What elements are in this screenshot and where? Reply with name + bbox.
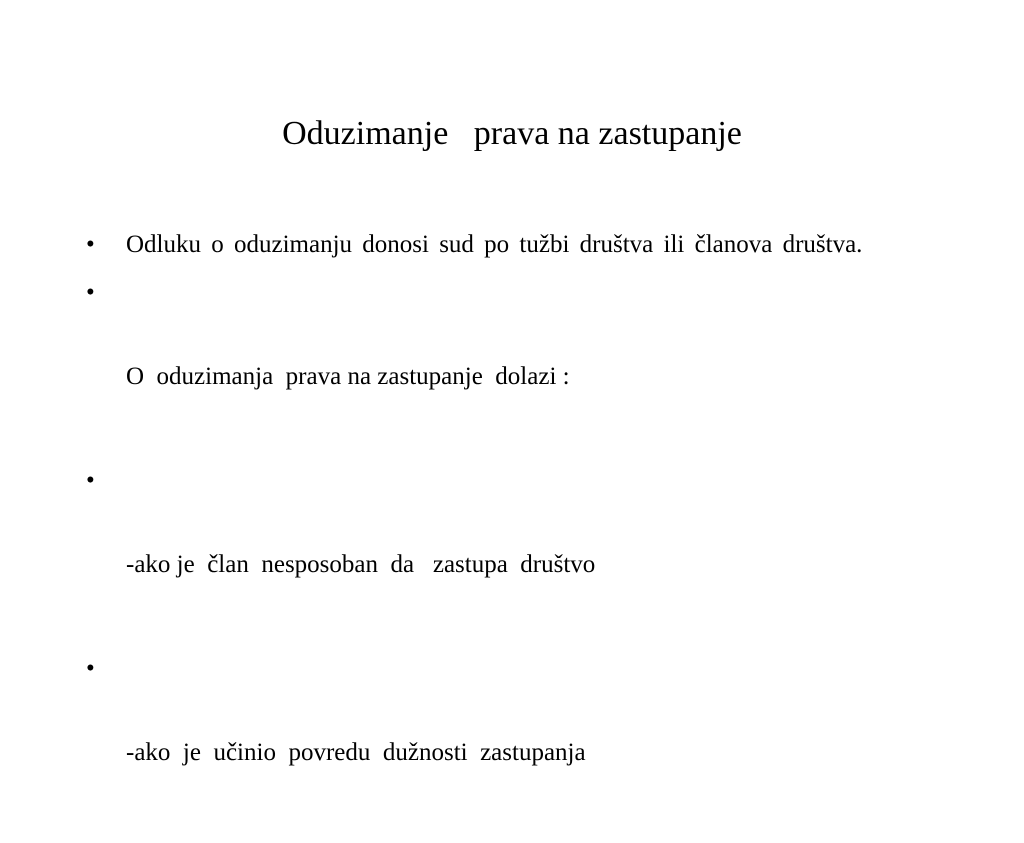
bullet-text: -ako je član nesposoban da zastupa društvo [126, 551, 596, 578]
list-item [86, 467, 906, 635]
bullet-icon: • [86, 231, 95, 258]
bullet-icon: • [86, 655, 95, 682]
bullet-text: O oduzimanja prava na zastupanje dolazi : [126, 363, 570, 390]
list-item [86, 279, 906, 447]
bullet-text: Odluku o oduzimanju donosi sud po tužbi društva ili članova društva. [126, 231, 863, 258]
slide-title: Oduzimanje prava na zastupanje [282, 115, 742, 152]
bullet-icon: • [86, 467, 95, 494]
list-item [86, 655, 906, 823]
bullet-icon: • [86, 279, 95, 306]
bullet-list [86, 231, 906, 843]
list-item [86, 231, 906, 259]
bullet-text: -ako je učinio povredu dužnosti zastupanja [126, 739, 586, 766]
